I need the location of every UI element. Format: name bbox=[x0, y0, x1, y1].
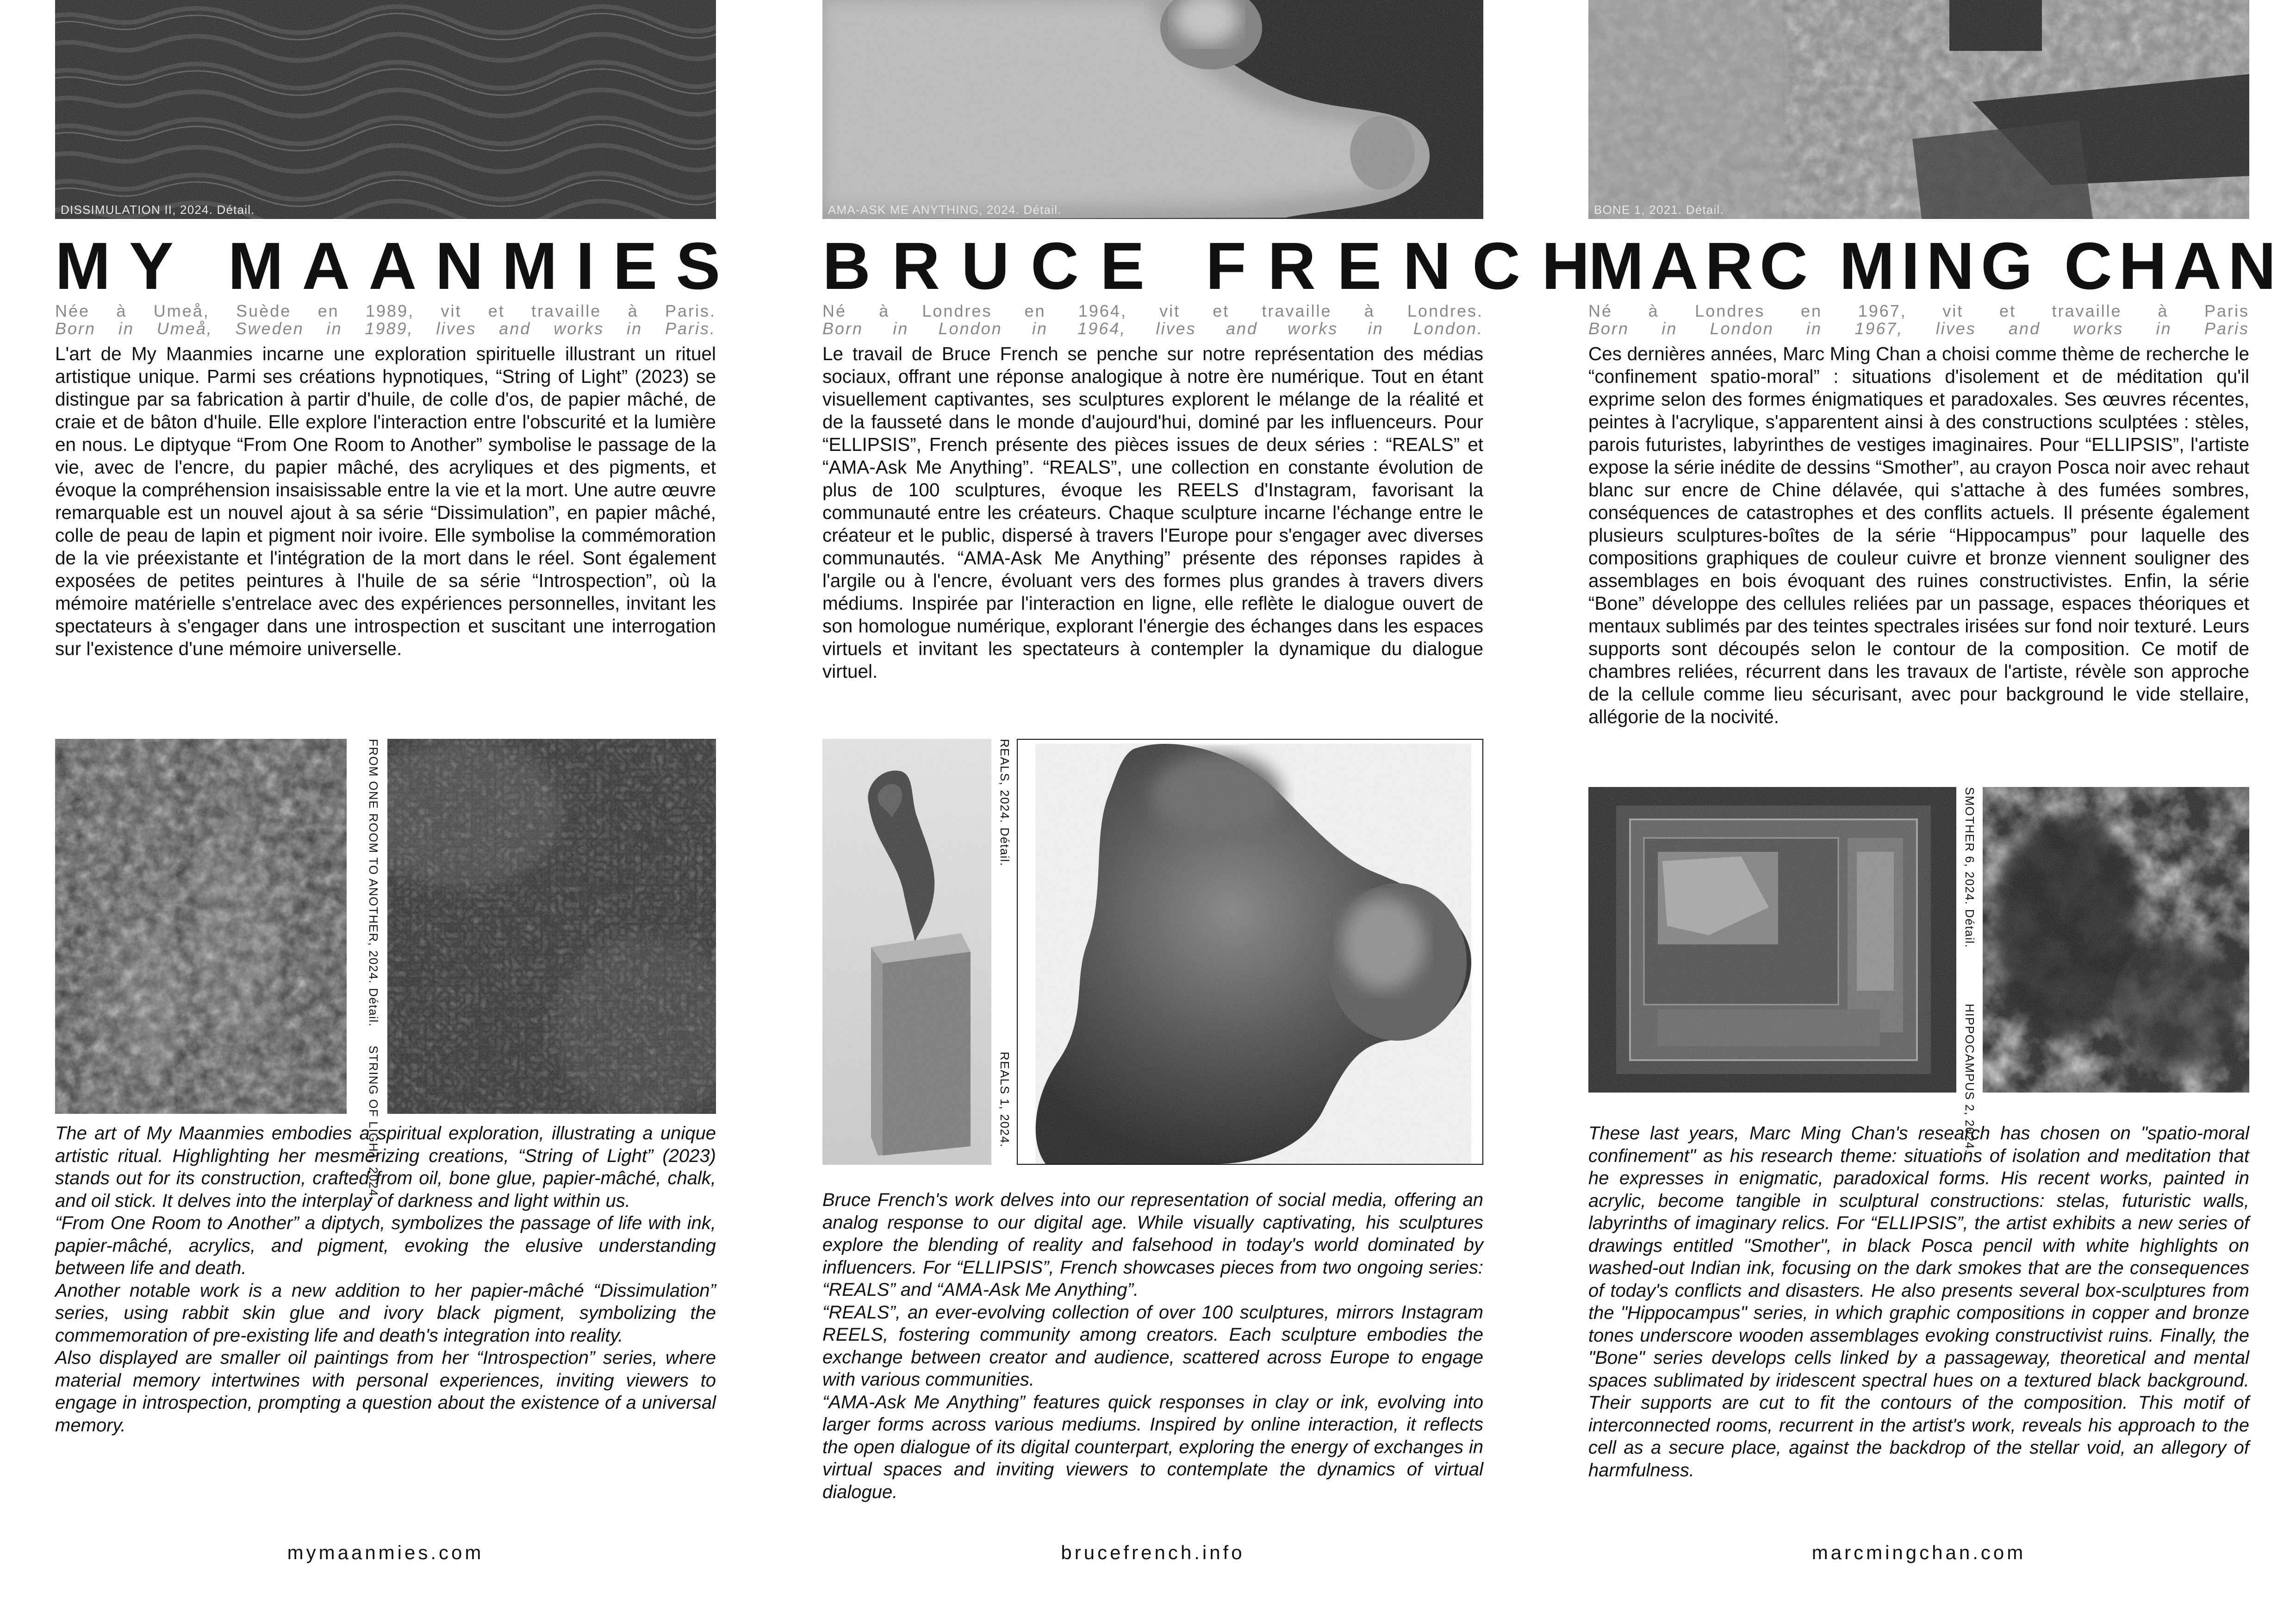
artist-name: BRUCE FRENCH bbox=[822, 229, 1611, 303]
hero-caption: AMA-ASK ME ANYTHING, 2024. Détail. bbox=[828, 203, 1062, 217]
artwork-string-of-light bbox=[55, 739, 347, 1114]
hero-artwork-image bbox=[55, 0, 716, 219]
hero-artwork-image bbox=[1588, 0, 2249, 219]
hero-caption: DISSIMULATION II, 2024. Détail. bbox=[61, 203, 255, 217]
description-fr: Le travail de Bruce French se penche sur notre représentation des médias sociaux, offrant une réponse analogique à notre ère numérique. Tout en étant visuellement captivantes, ses sculptures explorent le mélange de la réalité et de la fausseté dans le monde d'aujourd'hui, dominé par les influenceurs. Pour “ELLIPSIS”, French présente des pièces issues de deux séries : “REALS” et “AMA-Ask Me Anything”. “REALS”, une collection en constante évolution de plus de 100 sculptures, évoque les REELS d'Instagram, favorisant la communauté entre les créateurs. Chaque sculpture incarne l'échange entre le créateur et le public, dispersé à travers l'Europe pour s'engager avec diverses communautés. “AMA-Ask Me Anything” présente des réponses rapides à l'argile ou à l'encre, évoluant vers des formes plus grandes à travers divers médiums. Inspirée par l'interaction en ligne, elle reflète le dialogue ouvert de son homologue numérique, explorant l'énergie des échanges dans les espaces virtuels et invitant les spectateurs à contempler la dynamique du dialogue virtuel. bbox=[822, 343, 1483, 682]
artist-bio-en: Born in London in 1964, lives and works in London. bbox=[822, 319, 1483, 338]
artwork-reals-1 bbox=[822, 739, 991, 1165]
description-fr: L'art de My Maanmies incarne une exploration spirituelle illustrant un rituel artistique unique. Parmi ses créations hypnotiques, “String of Light” (2023) se distingue par sa fabrication à partir d'huile, de colle d'os, de papier mâché, de craie et de bâton d'huile. Elle explore l'interaction entre l'obscurité et la lumière en nous. Le diptyque “From One Room to Another” symbolise le passage de la vie, avec de l'encre, du papier mâché, des acryliques et des pigments, et évoque la compréhension insaisissable entre la vie et la mort. Une autre œuvre remarquable est un nouvel ajout à sa série “Dissimulation”, en papier mâché, colle de peau de lapin et pigment noir ivoire. Elle symbolise la commémoration de la vie préexistante et l'intégration de la mort dans le réel. Sont également exposées de petites peintures à l'huile de sa série “Introspection”, où la mémoire matérielle s'entrelace avec des expériences personnelles, invitant les spectateurs à s'engager dans une introspection et suscitant une interrogation sur l'existence d'une mémoire universelle. bbox=[55, 343, 716, 659]
artwork-caption: SMOTHER 6, 2024. Détail.HIPPOCAMPUS 2, 2024. bbox=[1963, 787, 1977, 1154]
hero-artwork-image bbox=[822, 0, 1483, 219]
artist-bio-fr: Né à Londres en 1967, vit et travaille à Paris bbox=[1588, 301, 2249, 320]
artist-bio-en: Born in Umeå, Sweden in 1989, lives and works in Paris. bbox=[55, 319, 716, 338]
artwork-hippocampus-2 bbox=[1588, 787, 1956, 1093]
artwork-smother-6 bbox=[1983, 787, 2249, 1093]
artwork-caption: REALS, 2024. Détail.REALS 1, 2024. bbox=[998, 739, 1012, 1148]
hero-caption: BONE 1, 2021. Détail. bbox=[1594, 203, 1724, 217]
artist-bio-en: Born in London in 1967, lives and works in Paris bbox=[1588, 319, 2249, 338]
description-en: These last years, Marc Ming Chan's research has chosen on "spatio-moral confinement" as his research theme: situations of isolation and meditation that he expresses in enigmatic, paradoxical forms. His recent works, painted in acrylic, become tangible in sculptural constructions: stelas, futuristic walls, labyrinths of imaginary relics. For “ELLIPSIS”, the artist exhibits a new series of drawings entitled "Smother", in black Posca pencil with white highlights on washed-out Indian ink, focusing on the dark smokes that are the consequences of today's conflicts and disasters. He also presents several box-sculptures from the "Hippocampus" series, in which graphic compositions in copper and bronze tones underscore wooden assemblages evoking constructivist ruins. Finally, the "Bone" series develops cells linked by a passageway, theoretical and mental spaces sublimated by iridescent spectral hues on a textured black background. Their supports are cut to fit the contours of the composition. This motif of interconnected rooms, recurrent in the artist's work, reveals his approach to the cell as a secure place, against the backdrop of the stellar void, an allegory of harmfulness. bbox=[1588, 1123, 2249, 1480]
artist-name: MARC MING CHAN bbox=[1588, 229, 2283, 303]
artwork-from-one-room-to-another bbox=[387, 739, 716, 1114]
artwork-caption: FROM ONE ROOM TO ANOTHER, 2024. Détail.STRING OF LIGHT, 2024. bbox=[367, 739, 380, 1201]
artist-website-link[interactable]: marcmingchan.com bbox=[1811, 1542, 2026, 1563]
description-en: Bruce French's work delves into our representation of social media, offering an analog response to our digital age. While visually captivating, his sculptures explore the blending of reality and falsehood in today's world dominated by influencers. For “ELLIPSIS”, French showcases pieces from two ongoing series: “REALS” and “AMA-Ask Me Anything”. “REALS”, an ever-evolving collection of over 100 sculptures, mirrors Instagram REELS, fostering community among creators. Each sculpture embodies the exchange between creator and audience, scattered across Europe to engage with various communities. “AMA-Ask Me Anything” features quick responses in clay or ink, evolving into larger forms across various mediums. Inspired by online interaction, it reflects the open dialogue of its digital counterpart, exploring the energy of exchanges in virtual spaces and inviting viewers to contemplate the dynamics of virtual dialogue. bbox=[822, 1190, 1483, 1502]
description-fr: Ces dernières années, Marc Ming Chan a choisi comme thème de recherche le “confinement spatio-moral” : situations d'isolement et de méditation qu'il exprime selon des formes énigmatiques et paradoxales. Ses œuvres récentes, peintes à l'acrylique, s'apparentent ainsi à des constructions sculptées : stèles, parois futuristes, labyrinthes de vestiges imaginaires. Pour “ELLIPSIS”, l'artiste expose la série inédite de dessins “Smother”, au crayon Posca noir avec rehaut blanc sur encre de Chine délavée, qui s'attache à des fumées sombres, conséquences de catastrophes et des conflits actuels. Il présente également plusieurs sculptures-boîtes de la série “Hippocampus” pour laquelle des compositions graphiques de couleur cuivre et bronze viennent souligner des assemblages en bois évoquant des ruines constructivistes. Enfin, la série “Bone” développe des cellules reliées par un passage, espaces théoriques et mentaux sublimés par des teintes spectrales irisées sur fond noir texturé. Leurs supports sont découpés selon le contour de la composition. Ce motif de chambres reliées, récurrent dans les travaux de l'artiste, révèle son approche de la cellule comme lieu sécurisant, avec pour background le vide stellaire, allégorie de la nocivité. bbox=[1588, 343, 2249, 727]
artist-name: MY MAANMIES bbox=[55, 229, 739, 303]
artist-bio-fr: Né à Londres en 1964, vit et travaille à Londres. bbox=[822, 301, 1483, 320]
artwork-reals-detail bbox=[1017, 739, 1483, 1165]
artist-bio-fr: Née à Umeå, Suède en 1989, vit et travaille à Paris. bbox=[55, 301, 716, 320]
description-en: The art of My Maanmies embodies a spiritual exploration, illustrating a unique artistic ritual. Highlighting her mesmerizing creations, “String of Light” (2023) stands out for its construction, crafted from oil, bone glue, papier-mâché, chalk, and oil stick. It delves into the interplay of darkness and light within us. “From One Room to Another” a diptych, symbolizes the passage of life with ink, papier-mâché, acrylics, and pigment, evoking the elusive understanding between life and death. Another notable work is a new addition to her papier-mâché “Dissimulation” series, using rabbit skin glue and ivory black pigment, symbolizing the commemoration of pre-existing life and death's integration into reality. Also displayed are smaller oil paintings from her “Introspection” series, where material memory intertwines with personal experiences, inviting viewers to engage in introspection, prompting a question about the existence of a universal memory. bbox=[55, 1123, 716, 1436]
artist-website-link[interactable]: brucefrench.info bbox=[1061, 1542, 1245, 1563]
artist-website-link[interactable]: mymaanmies.com bbox=[287, 1542, 484, 1563]
